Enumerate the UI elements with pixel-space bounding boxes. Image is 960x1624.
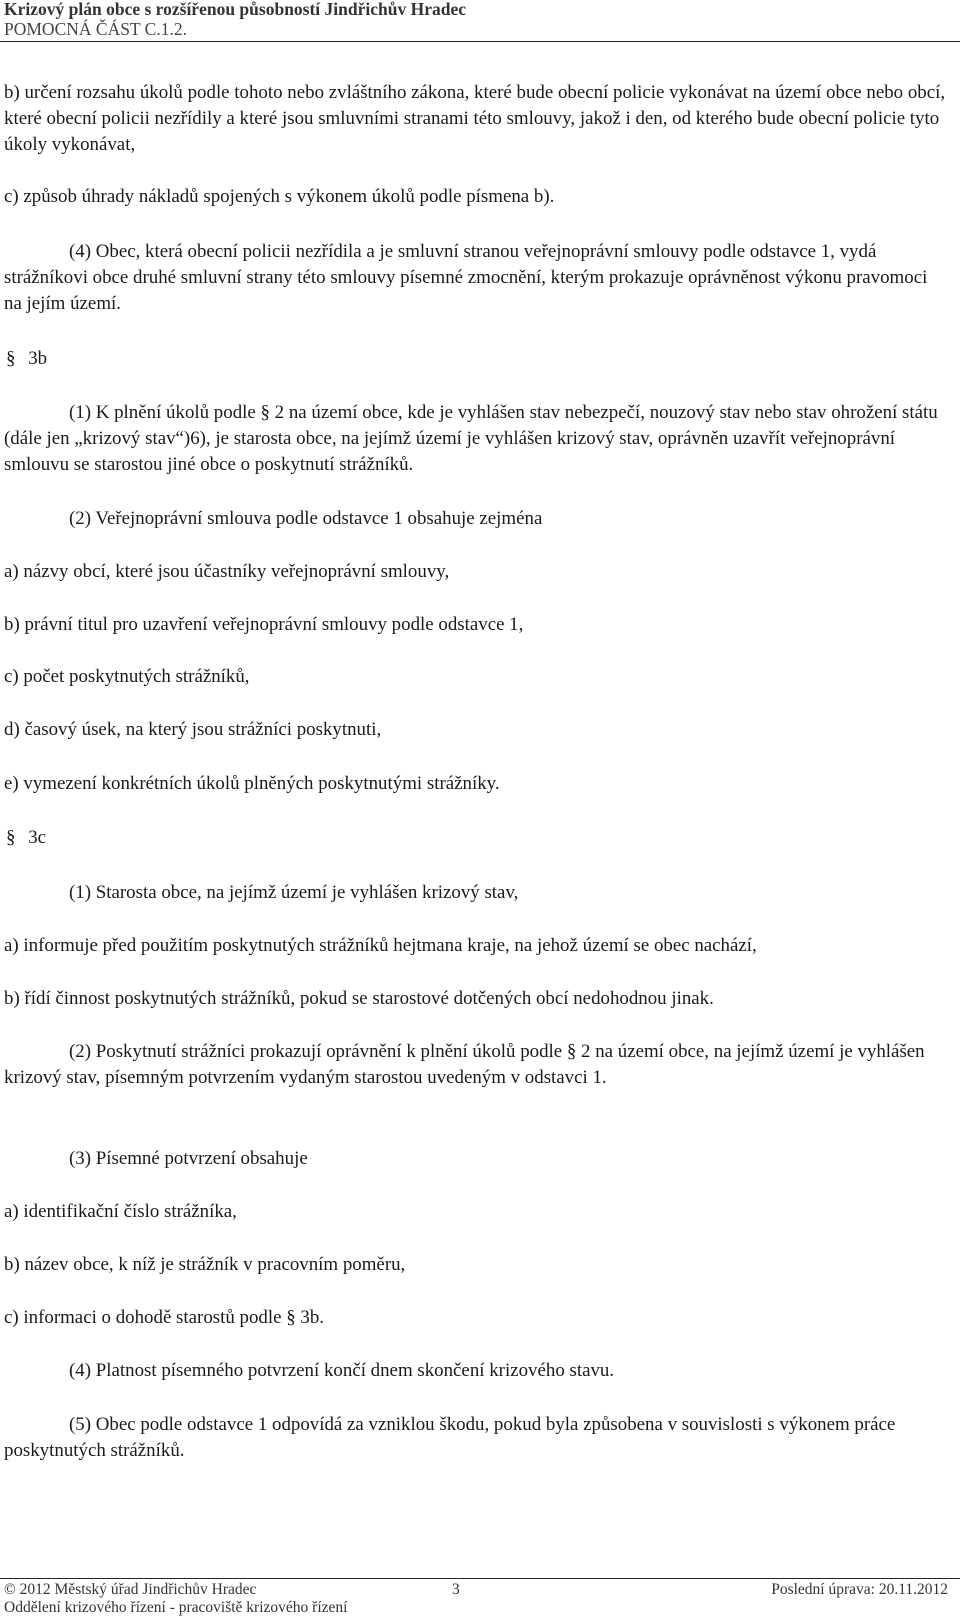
list-item-a: a) informuje před použitím poskytnutých strážníků hejtmana kraje, na jehož území se obec nachází,: [4, 935, 757, 956]
footer-department: Oddělení krizového řízení - pracoviště krizového řízení: [4, 1599, 348, 1616]
paragraph-3b-2: (2) Veřejnoprávní smlouva podle odstavce 1 obsahuje zejména: [69, 508, 543, 529]
paragraph-3c-2: (2) Poskytnutí strážníci prokazují oprávnění k plnění úkolů podle § 2 na území obce, na jejímž území je vyhlášen krizový stav, písemným potvrzením vydaným starostou uvedeným v odstavci 1.: [4, 1041, 925, 1088]
list-item-c: c) informaci o dohodě starostů podle § 3b.: [4, 1307, 325, 1328]
footer-row: [4, 1581, 948, 1599]
section-symbol: §: [6, 827, 16, 848]
footer-divider: [0, 1578, 960, 1579]
paragraph-4: (4) Obec, která obecní policii nezřídila a je smluvní stranou veřejnoprávní smlouvy podle odstavce 1, vydá strážníkovi obce druhé smluvní strany této smlouvy písemné zmocnění, kterým prokazuje oprávněnost výkonu pravomoci na jejím území.: [4, 241, 928, 314]
list-item-b: b) právní titul pro uzavření veřejnoprávní smlouvy podle odstavce 1,: [4, 614, 524, 635]
list-item-d: d) časový úsek, na který jsou strážníci poskytnuti,: [4, 719, 382, 740]
header-subtitle: POMOCNÁ ČÁST C.1.2.: [4, 19, 187, 39]
paragraph-c: c) způsob úhrady nákladů spojených s výkonem úkolů podle písmena b).: [4, 186, 555, 207]
footer-copyright: © 2012 Městský úřad Jindřichův Hradec: [4, 1581, 257, 1598]
section-3b-heading: [6, 346, 950, 372]
paragraph-3c-3: (3) Písemné potvrzení obsahuje: [69, 1148, 308, 1169]
section-3c-heading: [6, 825, 950, 851]
header-divider: [0, 41, 960, 42]
paragraph-3c-1: (1) Starosta obce, na jejímž území je vyhlášen krizový stav,: [69, 882, 519, 903]
footer-last-update: Poslední úprava: 20.11.2012: [771, 1581, 948, 1598]
section-number: 3c: [28, 827, 47, 848]
header-title: Krizový plán obce s rozšířenou působností Jindřichův Hradec: [4, 0, 467, 19]
footer-row: [4, 1599, 948, 1617]
list-item-a: a) názvy obcí, které jsou účastníky veřejnoprávní smlouvy,: [4, 561, 450, 582]
page-header: [4, 0, 466, 40]
list-item-c: c) počet poskytnutých strážníků,: [4, 666, 250, 687]
section-number: 3b: [28, 348, 48, 369]
section-symbol: §: [6, 348, 16, 369]
paragraph-3c-4: (4) Platnost písemného potvrzení končí dnem skončení krizového stavu.: [69, 1360, 615, 1381]
list-item-b: b) název obce, k níž je strážník v pracovním poměru,: [4, 1254, 406, 1275]
page-number: 3: [452, 1581, 460, 1598]
list-item-a: a) identifikační číslo strážníka,: [4, 1201, 237, 1222]
list-item-e: e) vymezení konkrétních úkolů plněných poskytnutými strážníky.: [4, 773, 500, 794]
paragraph-3b-1: (1) K plnění úkolů podle § 2 na území obce, kde je vyhlášen stav nebezpečí, nouzový stav nebo stav ohrožení státu (dále jen „krizový stav“)6), je starosta obce, na jejímž území je vyhlášen krizový stav, oprávněn uzavřít veřejnoprávní smlouvu se starostou jiné obce o poskytnutí strážníků.: [4, 402, 938, 475]
list-item-b: b) řídí činnost poskytnutých strážníků, pokud se starostové dotčených obcí nedohodnou jinak.: [4, 988, 714, 1009]
paragraph-3c-5: (5) Obec podle odstavce 1 odpovídá za vzniklou škodu, pokud byla způsobena v souvislosti s výkonem práce poskytnutých strážníků.: [4, 1414, 896, 1461]
paragraph-b: b) určení rozsahu úkolů podle tohoto nebo zvláštního zákona, které bude obecní policie vykonávat na území obce nebo obcí, které obecní policii nezřídily a které jsou smluvními stranami této smlouvy, jakož i den, od kterého bude obecní policie tyto úkoly vykonávat,: [4, 82, 946, 155]
page-footer: [4, 1581, 948, 1617]
